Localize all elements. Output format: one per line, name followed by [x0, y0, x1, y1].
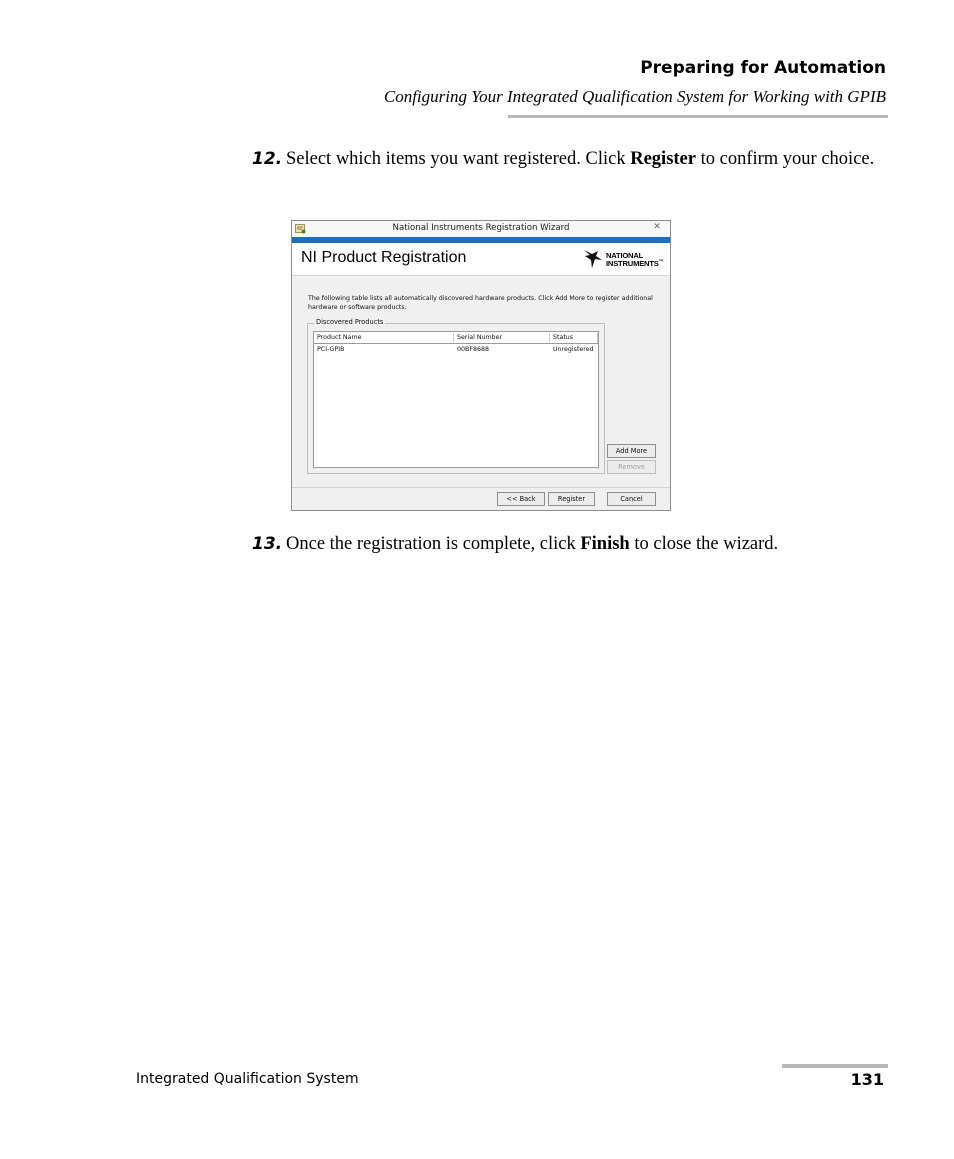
- footer-document-title: Integrated Qualification System: [136, 1071, 359, 1087]
- header-rule: [508, 115, 888, 118]
- column-header-serial-number[interactable]: Serial Number: [454, 333, 550, 343]
- products-table[interactable]: [313, 331, 599, 468]
- footer-rule: [782, 1064, 888, 1068]
- step-text: Select which items you want registered. Click Register to confirm your choice.: [286, 149, 875, 169]
- running-header-subtitle: Configuring Your Integrated Qualification System for Working with GPIB: [383, 87, 886, 106]
- window-titlebar: [292, 221, 670, 237]
- remove-button[interactable]: Remove: [607, 460, 656, 474]
- dialog-heading: NI Product Registration: [301, 249, 467, 266]
- back-button[interactable]: << Back: [497, 492, 545, 506]
- step-number: 12.: [252, 149, 283, 169]
- column-header-product-name[interactable]: Product Name: [314, 333, 454, 343]
- step-number: 13.: [252, 534, 283, 554]
- step-text: Once the registration is complete, click Finish to close the wizard.: [286, 534, 779, 554]
- table-header: [314, 332, 598, 344]
- group-label: Discovered Products: [316, 318, 384, 326]
- column-header-status[interactable]: Status: [550, 333, 598, 343]
- window-title: National Instruments Registration Wizard: [392, 223, 570, 233]
- footer-divider: [292, 487, 670, 488]
- cell-status: Unregistered: [553, 346, 594, 353]
- cell-product-name: PCI-GPIB: [317, 346, 345, 353]
- dialog-header: [292, 243, 670, 276]
- register-button[interactable]: Register: [548, 492, 595, 506]
- registration-wizard-screenshot: [291, 220, 671, 511]
- close-icon[interactable]: ✕: [653, 222, 661, 232]
- table-row[interactable]: [314, 344, 598, 354]
- eagle-icon: [584, 248, 604, 270]
- cell-serial-number: 00BF8688: [457, 346, 489, 353]
- add-more-button[interactable]: Add More: [607, 444, 656, 458]
- running-header-title: Preparing for Automation: [640, 58, 886, 78]
- cancel-button[interactable]: Cancel: [607, 492, 656, 506]
- dialog-description: The following table lists all automatically discovered hardware products. Click Add More to register additional hardware or software products.: [308, 295, 653, 311]
- national-instruments-logo: NATIONAL INSTRUMENTS™: [584, 248, 664, 270]
- page-number: 131: [850, 1070, 884, 1089]
